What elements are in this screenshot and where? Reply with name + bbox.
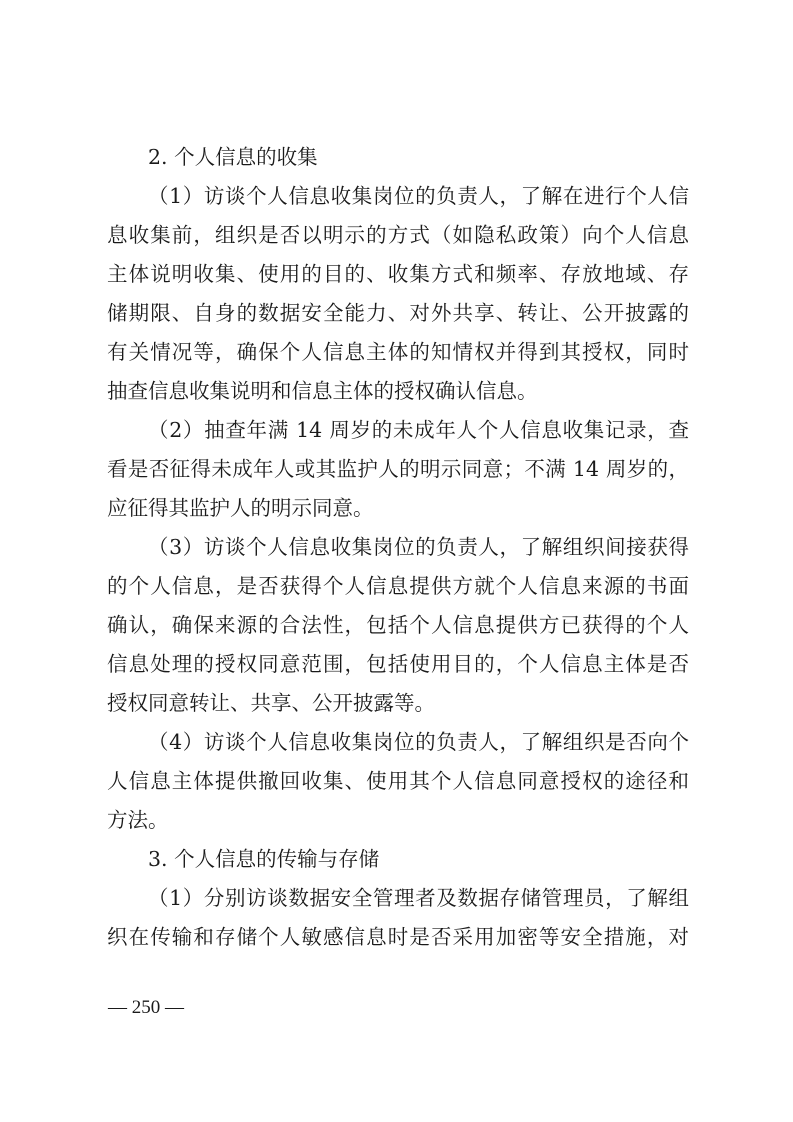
paragraph-line: （4）访谈个人信息收集岗位的负责人，了解组织是否向个 [148, 730, 689, 754]
paragraph-line: 抽查信息收集说明和信息主体的授权确认信息。 [107, 379, 538, 403]
paragraph-line: 授权同意转让、共享、公开披露等。 [107, 691, 435, 715]
paragraph [107, 879, 689, 957]
paragraph-line: 确认，确保来源的合法性，包括个人信息提供方已获得的个人 [107, 613, 689, 637]
paragraph-line: 的个人信息，是否获得个人信息提供方就个人信息来源的书面 [107, 574, 689, 598]
paragraph-line: （1）分别访谈数据安全管理者及数据存储管理员，了解组 [148, 886, 689, 910]
paragraph [107, 177, 689, 411]
paragraph-line: 信息处理的授权同意范围，包括使用目的，个人信息主体是否 [107, 652, 689, 676]
paragraph [107, 411, 689, 528]
paragraph-line: 织在传输和存储个人敏感信息时是否采用加密等安全措施，对 [107, 925, 689, 949]
section-heading: 3. 个人信息的传输与存储 [148, 847, 380, 871]
paragraph-line: （2）抽查年满 14 周岁的未成年人个人信息收集记录，查 [148, 418, 689, 442]
paragraph-line: 储期限、自身的数据安全能力、对外共享、转让、公开披露的 [107, 301, 689, 325]
paragraph-line: 应征得其监护人的明示同意。 [107, 496, 374, 520]
paragraph-line: 人信息主体提供撤回收集、使用其个人信息同意授权的途径和 [107, 769, 689, 793]
page-number: — 250 — [108, 997, 184, 1018]
paragraph-line: （3）访谈个人信息收集岗位的负责人，了解组织间接获得 [148, 535, 689, 559]
paragraph-line: 主体说明收集、使用的目的、收集方式和频率、存放地域、存 [107, 262, 689, 286]
paragraph [107, 528, 689, 723]
paragraph-line: （1）访谈个人信息收集岗位的负责人，了解在进行个人信 [148, 184, 689, 208]
paragraph-line: 方法。 [107, 808, 169, 832]
paragraph [107, 723, 689, 840]
paragraph-line: 有关情况等，确保个人信息主体的知情权并得到其授权，同时 [107, 340, 689, 364]
document-body [107, 138, 689, 957]
section-heading: 2. 个人信息的收集 [148, 145, 318, 169]
paragraph-line: 看是否征得未成年人或其监护人的明示同意；不满 14 周岁的， [107, 457, 689, 481]
paragraph-line: 息收集前，组织是否以明示的方式（如隐私政策）向个人信息 [107, 223, 689, 247]
